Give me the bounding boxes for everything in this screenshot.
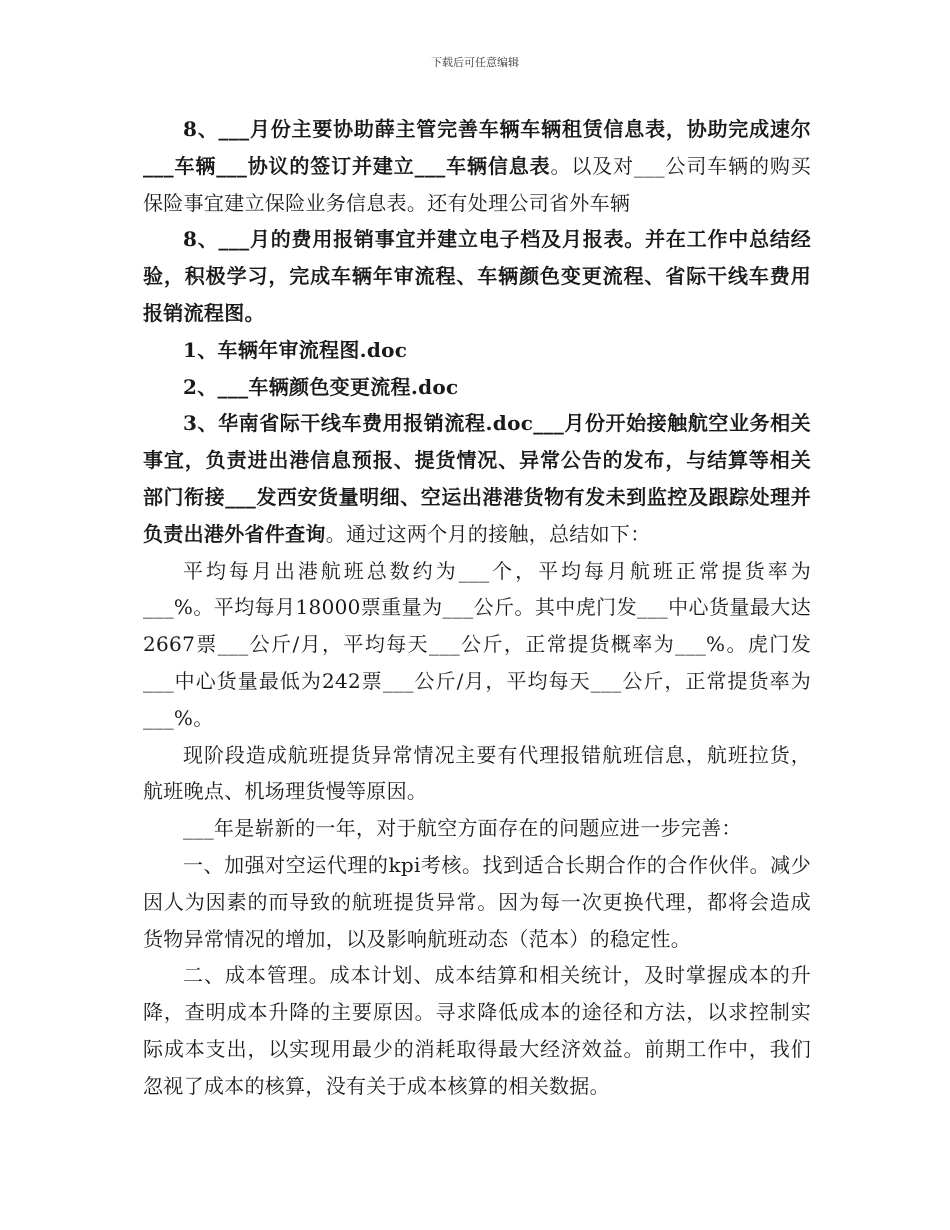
paragraph-new-year: [143, 810, 811, 847]
body-text: ___年是崭新的一年，对于航空方面存在的问题应进一步完善：: [183, 816, 742, 841]
page-header: 下载后可任意编辑: [431, 56, 519, 69]
paragraph-2: [143, 221, 811, 331]
body-text: 二、成本管理。成本计划、成本结算和相关统计，及时掌握成本的升降，查明成本升降的主要原因。寻求降低成本的途径和方法，以求控制实际成本支出，以实现用最少的消耗取得最大经济效益。前期工作中，我们忽视了成本的核算，没有关于成本核算的相关数据。: [143, 963, 811, 1098]
bold-text: 3、华南省际干线车费用报销流程.doc___月份开始接触航空业务相关事宜，负责进出港信息预报、提货情况、异常公告的发布，与结算等相关部门衔接___发西安货量明细、空运出港港货物有发未到监控及跟踪处理并负责出港外省件查询: [143, 411, 811, 546]
body-text: 平均每月出港航班总数约为___个，平均每月航班正常提货率为___%。平均每月18000票重量为___公斤。其中虎门发___中心货量最大达2667票___公斤/月，平均每天___公斤，正常提货概率为___%。虎门发___中心货量最低为242票___公斤/月，平均每天___公斤，正常提货率为___%。: [143, 558, 811, 730]
paragraph-causes: [143, 737, 811, 811]
bold-text: 2、___车辆颜色变更流程.doc: [183, 374, 459, 399]
body-text: 一、加强对空运代理的kpi考核。找到适合长期合作的合作伙伴。减少因人为因素的而导致的航班提货异常。因为每一次更换代理，都将会造成货物异常情况的增加，以及影响航班动态（范本）的稳定性。: [143, 852, 811, 951]
paragraph-kpi: [143, 847, 811, 957]
body-text: 现阶段造成航班提货异常情况主要有代理报错航班信息，航班拉货，航班晚点、机场理货慢等原因。: [143, 742, 811, 804]
document-body: [143, 111, 811, 1105]
list-item-annual-review: [143, 332, 811, 369]
list-item-color-change: [143, 369, 811, 406]
paragraph-cost-management: [143, 957, 811, 1104]
list-item-expense-flow: [143, 405, 811, 552]
bold-text: 8、___月的费用报销事宜并建立电子档及月报表。并在工作中总结经验，积极学习，完成车辆年审流程、车辆颜色变更流程、省际干线车费用报销流程图。: [143, 227, 811, 325]
body-text: 。以及对___公司车辆的购买保险事宜建立保险业务信息表。还有处理公司省外车辆: [143, 153, 811, 215]
paragraph-1: [143, 111, 811, 221]
bold-text: 1、车辆年审流程图.doc: [183, 337, 408, 362]
bold-text: 8、___月份主要协助薛主管完善车辆车辆租赁信息表，协助完成速尔___车辆___协议的签订并建立___车辆信息表: [143, 117, 811, 178]
paragraph-statistics: [143, 553, 811, 737]
body-text: 。通过这两个月的接触，总结如下：: [325, 521, 651, 546]
